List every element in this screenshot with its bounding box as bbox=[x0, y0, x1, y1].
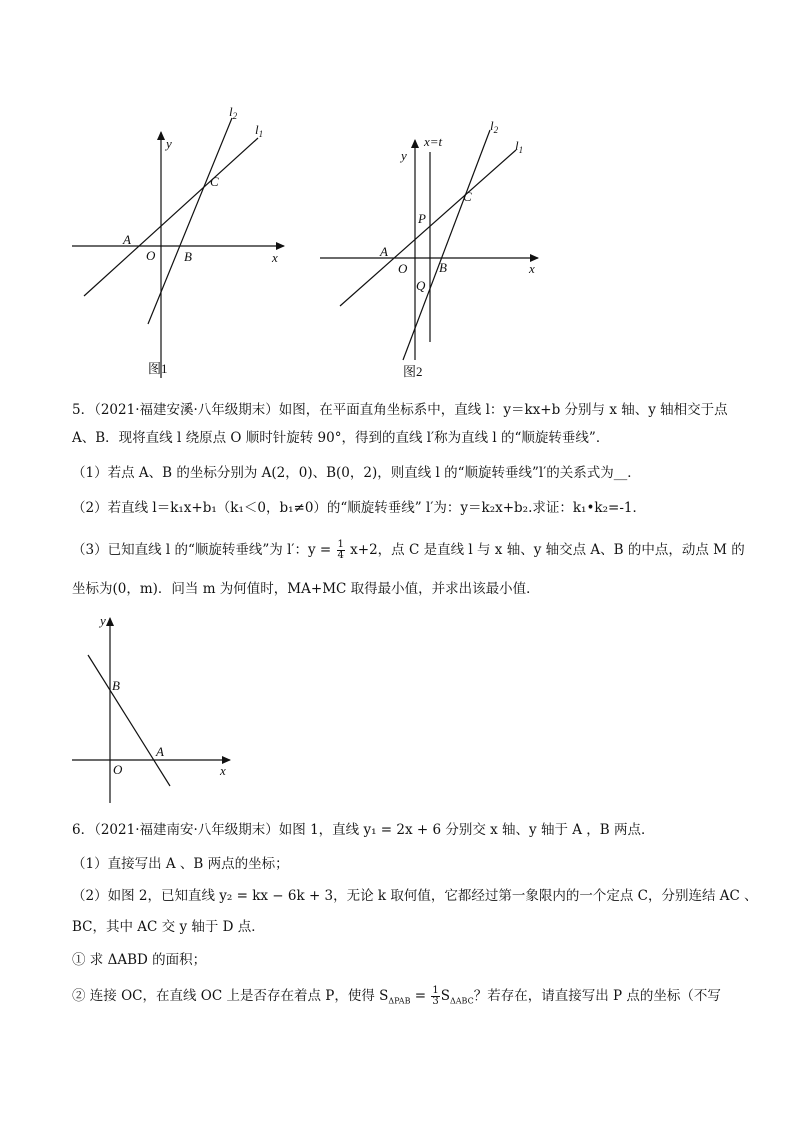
fig1-caption: 图1 bbox=[148, 361, 168, 376]
figure-1 bbox=[60, 100, 300, 390]
sub2-subscript-1: ΔPAB bbox=[388, 996, 411, 1006]
fig3-origin-label: O bbox=[113, 762, 123, 777]
q3-frac-den: 4 bbox=[337, 550, 344, 561]
fig1-x-label: x bbox=[272, 250, 278, 265]
sub2-fraction bbox=[431, 986, 439, 1007]
fig3-y-label: y bbox=[100, 613, 106, 628]
problem5-q2: （2）若直线 l＝k₁x+b₁（k₁＜0，b₁≠0）的“顺旋转垂线” l′为：y＝k₂x+b₂.求证：k₁•k₂=-1． bbox=[72, 500, 646, 516]
problem6-sub1: ① 求 ΔABD 的面积； bbox=[72, 952, 207, 968]
sub2-frac-num: 1 bbox=[432, 985, 439, 996]
figure-2 bbox=[312, 110, 552, 390]
fig2-point-c: C bbox=[463, 189, 472, 204]
problem5-q3 bbox=[72, 540, 745, 561]
fig1-l1-label: $l_1$ bbox=[255, 122, 264, 139]
fig2-x-label: x bbox=[529, 261, 535, 276]
problem6-line1: 6．（2021·福建南安·八年级期末）如图 1，直线 y₁ = 2x + 6 分别交 x 轴、y 轴于 A ，B 两点． bbox=[72, 822, 655, 838]
problem6-q2-line2: BC，其中 AC 交 y 轴于 D 点． bbox=[72, 919, 265, 935]
q3-text-b: x+2，点 C 是直线 l 与 x 轴、y 轴交点 A、B 的中点，动点 M 的 bbox=[350, 542, 745, 558]
problem6-sub2 bbox=[72, 986, 721, 1011]
problem5-q1: （1）若点 A、B 的坐标分别为 A(2，0)、B(0，2)，则直线 l 的“顺旋转垂线”l′的关系式为__． bbox=[72, 465, 641, 481]
fig1-point-a: A bbox=[123, 232, 131, 247]
problem5-q3-line2: 坐标为(0，m)．问当 m 为何值时，MA+MC 取得最小值，并求出该最小值． bbox=[72, 581, 540, 597]
problem5-line1: 5．（2021·福建安溪·八年级期末）如图，在平面直角坐标系中，直线 l：y＝kx+b 分别与 x 轴、y 轴相交于点 bbox=[72, 402, 728, 418]
fig2-l2-label: $l_2$ bbox=[490, 118, 499, 135]
sub2-eq: = bbox=[410, 988, 431, 1004]
problem5-line2: A、B．现将直线 l 绕原点 O 顺时针旋转 90°，得到的直线 l′称为直线 l 的“顺旋转垂线”． bbox=[72, 430, 610, 446]
problem6-q2-line1: （2）如图 2，已知直线 y₂ = kx − 6k + 3，无论 k 取何值，它都经过第一象限内的一个定点 C，分别连结 AC 、 bbox=[72, 888, 758, 904]
fig1-l2-label: $l_2$ bbox=[229, 104, 238, 121]
fig1-origin-label: O bbox=[146, 248, 156, 263]
fig1-point-c: C bbox=[210, 174, 219, 189]
line-l1 bbox=[84, 138, 258, 296]
sub2-s: S bbox=[440, 988, 450, 1004]
q3-frac-num: 1 bbox=[337, 539, 344, 550]
fig2-origin-label: O bbox=[398, 261, 408, 276]
problem6-q1: （1）直接写出 A 、B 两点的坐标； bbox=[72, 856, 289, 872]
figure-3 bbox=[60, 610, 240, 810]
line-l1 bbox=[340, 150, 516, 306]
fig2-point-p: P bbox=[418, 211, 426, 226]
sub2-text-b: ？若存在，请直接写出 P 点的坐标（不写 bbox=[473, 988, 721, 1004]
sub2-frac-den: 3 bbox=[432, 996, 439, 1007]
fig3-x-label: x bbox=[220, 763, 226, 778]
fig2-xt-label: x=t bbox=[424, 134, 443, 149]
line-l bbox=[88, 655, 170, 786]
q3-text-a: （3）已知直线 l 的“顺旋转垂线”为 l′：y = bbox=[72, 542, 332, 558]
fig2-point-b: B bbox=[439, 260, 447, 275]
fig1-point-b: B bbox=[184, 249, 192, 264]
line-l2 bbox=[403, 130, 490, 360]
fig3-point-a: A bbox=[156, 744, 164, 759]
fig3-point-b: B bbox=[112, 678, 120, 693]
fig2-point-q: Q bbox=[416, 278, 426, 293]
fig2-y-label: y bbox=[401, 148, 407, 163]
q3-fraction bbox=[337, 540, 345, 561]
sub2-text-a: ② 连接 OC，在直线 OC 上是否存在着点 P，使得 S bbox=[72, 988, 389, 1004]
fig2-caption: 图2 bbox=[403, 364, 423, 379]
fig2-point-a: A bbox=[380, 244, 388, 259]
sub2-subscript-2: ΔABC bbox=[450, 996, 474, 1006]
fig2-l1-label: $l_1$ bbox=[515, 138, 524, 155]
fig1-y-label: y bbox=[166, 136, 172, 151]
